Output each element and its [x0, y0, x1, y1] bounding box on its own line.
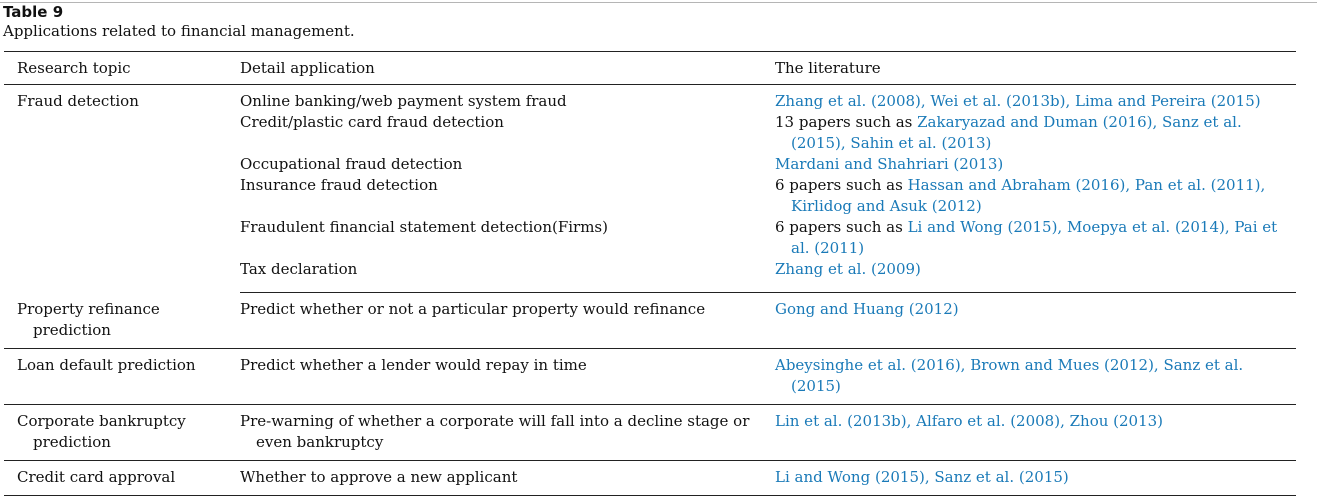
research-topic-text: Loan default prediction	[17, 355, 196, 374]
detail-text: Predict whether a lender would repay in time	[240, 355, 587, 374]
detail-cell	[240, 217, 775, 259]
detail-text: Pre-warning of whether a corporate will fall into a decline stage or even bankruptcy	[240, 411, 750, 451]
literature-cell	[775, 175, 1296, 217]
detail-cell	[240, 293, 775, 349]
literature-cell	[775, 293, 1296, 349]
literature-cell	[775, 259, 1296, 293]
literature-prefix: 13 papers such as	[775, 113, 918, 131]
research-topic-text: Credit card approval	[17, 467, 176, 486]
literature-cell	[775, 85, 1296, 113]
table-caption-text: Applications related to financial management.	[3, 22, 355, 40]
reference-links[interactable]: Abeysinghe et al. (2016), Brown and Mues (2012), Sanz et al. (2015)	[775, 355, 1244, 395]
literature-text	[775, 411, 1296, 432]
detail-cell	[240, 154, 775, 175]
header-research-topic: Research topic	[4, 52, 240, 85]
reference-links[interactable]: Zhang et al. (2008), Wei et al. (2013b), Lima and Pereira (2015)	[775, 92, 1261, 110]
reference-links[interactable]: Li and Wong (2015), Sanz et al. (2015)	[775, 467, 1069, 486]
reference-links[interactable]: Mardani and Shahriari (2013)	[775, 155, 1004, 173]
detail-text: Whether to approve a new applicant	[240, 467, 518, 486]
header-detail-application: Detail application	[240, 52, 775, 85]
table-row	[4, 404, 1296, 460]
detail-text: Tax declaration	[240, 260, 358, 278]
literature-cell	[775, 460, 1296, 495]
literature-text	[775, 259, 1296, 280]
literature-text	[775, 112, 1296, 154]
research-topic-cell	[4, 404, 240, 460]
reference-links[interactable]: Hassan and Abraham (2016), Pan et al. (2011), Kirlidog and Asuk (2012)	[791, 176, 1266, 215]
top-rule	[0, 2, 1317, 3]
research-topic-cell	[4, 460, 240, 495]
research-topic-text: Property refinance prediction	[17, 299, 160, 339]
reference-links[interactable]: Lin et al. (2013b), Alfaro et al. (2008), Zhou (2013)	[775, 411, 1164, 430]
literature-prefix: 6 papers such as	[775, 176, 908, 194]
literature-text	[775, 467, 1296, 488]
literature-cell	[775, 348, 1296, 404]
applications-table	[4, 51, 1296, 496]
literature-text	[775, 299, 1296, 320]
table-row	[4, 85, 1296, 113]
table-row	[4, 460, 1296, 495]
detail-cell	[240, 259, 775, 293]
detail-text: Predict whether or not a particular property would refinance	[240, 300, 706, 318]
table-row	[4, 293, 1296, 349]
literature-cell	[775, 404, 1296, 460]
literature-text	[775, 175, 1296, 217]
detail-cell	[240, 85, 775, 113]
reference-links[interactable]: Zhang et al. (2009)	[775, 260, 921, 278]
detail-cell	[240, 404, 775, 460]
detail-cell	[240, 348, 775, 404]
literature-text	[775, 154, 1296, 175]
detail-cell	[240, 460, 775, 495]
literature-prefix: 6 papers such as	[775, 218, 908, 236]
literature-cell	[775, 112, 1296, 154]
research-topic-text: Fraud detection	[17, 92, 139, 110]
reference-links[interactable]: Li and Wong (2015), Moepya et al. (2014), Pai et al. (2011)	[791, 218, 1278, 257]
literature-cell	[775, 154, 1296, 175]
research-topic-cell	[4, 85, 240, 293]
reference-links[interactable]: Gong and Huang (2012)	[775, 300, 959, 318]
detail-cell	[240, 112, 775, 154]
literature-cell	[775, 217, 1296, 259]
detail-text: Fraudulent financial statement detection(Firms)	[240, 218, 608, 236]
reference-links[interactable]: Zakaryazad and Duman (2016), Sanz et al. (2015), Sahin et al. (2013)	[791, 113, 1242, 152]
header-literature: The literature	[775, 52, 1296, 85]
detail-text: Insurance fraud detection	[240, 176, 438, 194]
detail-text: Credit/plastic card fraud detection	[240, 113, 504, 131]
literature-text	[775, 355, 1296, 397]
research-topic-cell	[4, 293, 240, 349]
detail-text: Online banking/web payment system fraud	[240, 92, 567, 110]
literature-text	[775, 217, 1296, 259]
literature-text	[775, 91, 1296, 112]
research-topic-cell	[4, 348, 240, 404]
detail-cell	[240, 175, 775, 217]
research-topic-text: Corporate bankruptcy prediction	[17, 411, 186, 451]
table-caption-label: Table 9	[3, 3, 64, 21]
table-row	[4, 348, 1296, 404]
table-header-row	[4, 52, 1296, 85]
detail-text: Occupational fraud detection	[240, 155, 463, 173]
